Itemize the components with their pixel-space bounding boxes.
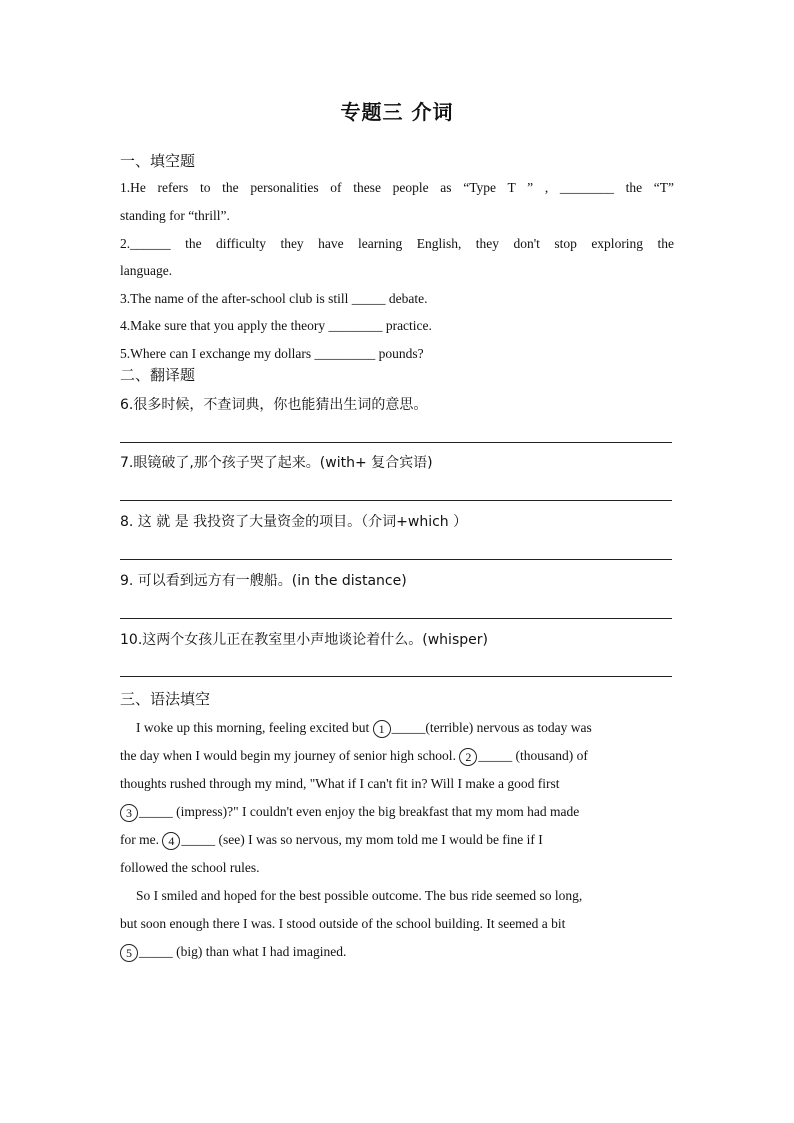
answer-line-7[interactable] xyxy=(120,500,672,501)
passage-p1-line-4b: _____ (impress)?" I couldn't even enjoy the big breakfast that my mom had made xyxy=(139,804,580,819)
question-3: 3.The name of the after-school club is still _____ debate. xyxy=(120,291,428,306)
question-2-line-2: language. xyxy=(120,263,173,278)
passage-p1-line-5a: for me. xyxy=(120,832,163,847)
passage-p1-line-1b: _____(terrible) nervous as today was xyxy=(391,720,592,735)
question-2-line-1: 2.______ the difficulty they have learning English, they don't stop exploring the xyxy=(120,236,674,251)
passage-p1-line-2b: _____ (thousand) of xyxy=(478,748,588,763)
answer-line-10[interactable] xyxy=(120,676,672,677)
passage-p1-line-2a: the day when I would begin my journey of senior high school. xyxy=(120,748,460,763)
blank-number-1: 1 xyxy=(373,720,391,738)
question-4: 4.Make sure that you apply the theory ________ practice. xyxy=(120,318,432,333)
passage-p2-line-1: So I smiled and hoped for the best possible outcome. The bus ride seemed so long, xyxy=(136,888,583,903)
question-1-line-2: standing for “thrill”. xyxy=(120,208,230,223)
passage-p1-line-1 xyxy=(120,718,674,738)
passage-p1-line-3: thoughts rushed through my mind, "What if I can't fit in? Will I make a good first xyxy=(120,776,560,791)
question-7: 7.眼镜破了,那个孩子哭了起来。(with+ 复合宾语) xyxy=(120,455,433,471)
answer-line-8[interactable] xyxy=(120,559,672,560)
question-8: 8. 这 就 是 我投资了大量资金的项目。（介词+which ） xyxy=(120,514,468,530)
section-heading-grammar: 三、语法填空 xyxy=(120,690,211,708)
blank-number-4: 4 xyxy=(162,832,180,850)
passage-p1-line-5 xyxy=(120,830,674,850)
passage-p1-line-5b: _____ (see) I was so nervous, my mom told me I would be fine if I xyxy=(181,832,543,847)
question-5: 5.Where can I exchange my dollars _________ pounds? xyxy=(120,346,424,361)
passage-p1-line-2 xyxy=(120,746,674,766)
passage-p1-line-4 xyxy=(120,802,674,822)
question-1-line-1: 1.He refers to the personalities of these people as “Type T ” , ________ the “T” xyxy=(120,180,674,195)
passage-p1-line-6: followed the school rules. xyxy=(120,860,260,875)
blank-number-5: 5 xyxy=(120,944,138,962)
question-6: 6.很多时候，不查词典，你也能猜出生词的意思。 xyxy=(120,397,428,413)
section-heading-translation: 二、翻译题 xyxy=(120,366,196,384)
passage-p1-line-1a: I woke up this morning, feeling excited but xyxy=(136,720,373,735)
blank-number-2: 2 xyxy=(459,748,477,766)
section-heading-fill-in: 一、填空题 xyxy=(120,152,196,170)
passage-p2-line-3b: _____ (big) than what I had imagined. xyxy=(139,944,347,959)
blank-number-3: 3 xyxy=(120,804,138,822)
answer-line-6[interactable] xyxy=(120,442,672,443)
page-title: 专题三 介词 xyxy=(340,100,454,124)
answer-line-9[interactable] xyxy=(120,618,672,619)
question-9: 9. 可以看到远方有一艘船。(in the distance) xyxy=(120,573,407,589)
question-10: 10.这两个女孩儿正在教室里小声地谈论着什么。(whisper) xyxy=(120,632,488,648)
passage-p2-line-3 xyxy=(120,942,674,962)
passage-p2-line-2: but soon enough there I was. I stood outside of the school building. It seemed a bit xyxy=(120,916,566,931)
